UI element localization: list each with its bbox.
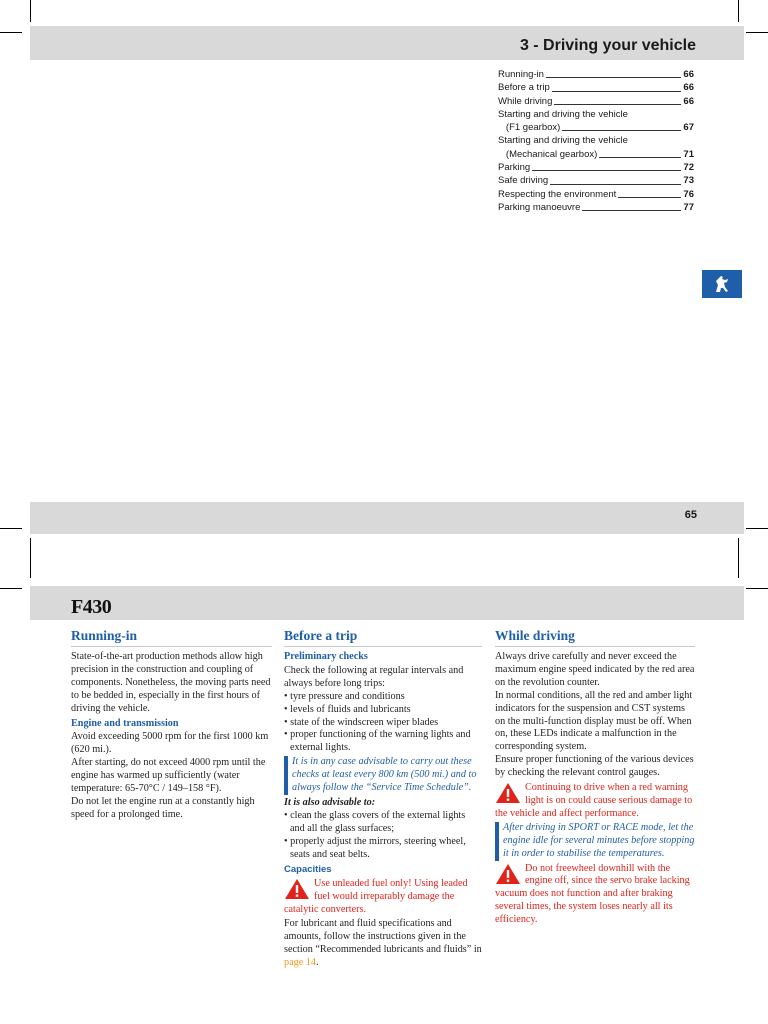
paragraph: Avoid exceeding 5000 rpm for the first 1000 km (620 mi.). <box>71 731 269 756</box>
paragraph: After starting, do not exceed 4000 rpm until the engine has warmed up sufficiently (water temperature: 65-70°C / 149–158 °F). <box>71 757 266 795</box>
toc-entry[interactable] <box>498 174 694 187</box>
section-title: Before a trip <box>284 628 482 647</box>
toc-page-number: 71 <box>683 148 694 160</box>
toc-entry[interactable] <box>498 188 694 201</box>
subsection-title: Capacities <box>284 863 332 875</box>
toc-leader-line <box>532 170 681 171</box>
running-in-section <box>71 628 272 822</box>
paragraph: Ensure proper functioning of the various devices by checking the relevant control gauges. <box>495 754 694 779</box>
toc-leader-line <box>554 104 681 105</box>
section-title: Running-in <box>71 628 272 647</box>
toc-entry[interactable] <box>498 81 694 94</box>
list-item: • tyre pressure and conditions <box>284 690 405 702</box>
toc-leader-line <box>546 77 681 78</box>
toc-leader-line <box>550 184 681 185</box>
paragraph: State-of-the-art production methods allow high precision in the construction and coupling of components. Nonetheless, the moving parts need to be bedded in, especially in the first hours of driving the vehicle. <box>71 651 271 714</box>
toc-entry[interactable] <box>498 134 694 161</box>
toc-entry-label: (F1 gearbox) <box>498 122 561 134</box>
crop-mark <box>0 32 22 33</box>
paragraph <box>284 918 482 970</box>
subsection-title: Preliminary checks <box>284 651 368 662</box>
toc-entry-label: While driving <box>498 95 553 107</box>
paragraph: Always drive carefully and never exceed the maximum engine speed indicated by the red area on the revolution counter. <box>495 651 695 688</box>
warning-text: Continuing to drive when a red warning light is on could cause serious damage to the vehicle and affect performance. <box>495 782 693 819</box>
toc-leader-line <box>618 197 681 198</box>
table-of-contents <box>498 68 694 214</box>
crop-mark <box>746 32 768 33</box>
list-item: • clean the glass covers of the external lights and all the glass surfaces; <box>284 809 466 834</box>
toc-page-number: 77 <box>683 201 694 213</box>
bottom-header-band <box>30 586 744 620</box>
page-number: 65 <box>684 509 697 521</box>
before-trip-section <box>284 628 482 970</box>
f430-logo: F430 <box>71 596 112 618</box>
toc-page-number: 66 <box>683 82 694 94</box>
list-item: • properly adjust the mirrors, steering wheel, seats and seat belts. <box>284 835 466 860</box>
toc-entry-label: Before a trip <box>498 82 550 94</box>
crop-mark <box>0 588 22 589</box>
toc-entry-label: Respecting the environment <box>498 188 617 200</box>
crop-mark <box>30 0 31 22</box>
paragraph-text: For lubricant and fluid specifications and amounts, follow the instructions given in the section “Recommended lubricants and fluids” in <box>284 918 482 955</box>
toc-entry[interactable] <box>498 161 694 174</box>
toc-entry[interactable] <box>498 95 694 108</box>
list-item: • levels of fluids and lubricants <box>284 703 411 715</box>
warning-triangle-icon <box>284 878 310 900</box>
toc-entry-label: Parking manoeuvre <box>498 201 581 213</box>
toc-leader-line <box>562 130 681 131</box>
paragraph: Do not let the engine run at a constantly high speed for a prolonged time. <box>71 795 255 820</box>
toc-leader-line <box>582 210 681 211</box>
toc-entry[interactable] <box>498 201 694 214</box>
toc-page-number: 73 <box>683 175 694 187</box>
crop-mark <box>0 528 22 529</box>
list-item: • proper functioning of the warning lights and external lights. <box>284 729 471 754</box>
brand-badge <box>702 270 742 298</box>
warning-block <box>495 782 695 821</box>
toc-entry-label: (Mechanical gearbox) <box>498 148 598 160</box>
warning-block <box>284 878 482 917</box>
toc-entry-label: Parking <box>498 162 531 174</box>
paragraph: In normal conditions, all the red and amber light indicators for the suspension and CST systems on the multi-function display must be off. When on, these LEDs indicate a malfunction in the corresponding system. <box>495 689 693 753</box>
crop-mark <box>738 538 739 578</box>
warning-text: Do not freewheel downhill with the engine off, since the servo brake lacking vacuum does not function and after braking several times, the system loses nearly all its efficiency. <box>495 862 690 926</box>
note-box: It is in any case advisable to carry out these checks at least every 800 km (500 mi.) and to always follow the “Service Time Schedule”. <box>284 756 482 795</box>
while-driving-section <box>495 628 695 928</box>
toc-leader-line <box>599 157 681 158</box>
note-box: After driving in SPORT or RACE mode, let the engine idle for several minutes before stopping it in order to stabilise the temperatures. <box>495 822 695 861</box>
toc-entry[interactable] <box>498 108 694 135</box>
footer-band <box>30 502 744 534</box>
crop-mark <box>738 0 739 22</box>
paragraph: Check the following at regular intervals and always before long trips: <box>284 664 464 689</box>
subsection-title: Engine and transmission <box>71 717 179 729</box>
toc-page-number: 66 <box>683 69 694 80</box>
crop-mark <box>746 528 768 529</box>
paragraph-end: . <box>315 956 319 968</box>
toc-entry-label: Running-in <box>498 69 544 80</box>
prancing-horse-icon <box>702 270 742 298</box>
warning-triangle-icon <box>495 782 521 804</box>
toc-entry-label: Safe driving <box>498 175 549 187</box>
toc-page-number: 67 <box>683 122 694 134</box>
list-item: • state of the windscreen wiper blades <box>284 716 439 728</box>
chapter-title: 3 - Driving your vehicle <box>519 37 696 54</box>
advice-heading: It is also advisable to: <box>284 796 376 808</box>
toc-page-number: 76 <box>683 188 694 200</box>
warning-block <box>495 863 695 928</box>
crop-mark <box>746 588 768 589</box>
toc-leader-line <box>552 91 682 92</box>
section-title: While driving <box>495 628 695 647</box>
toc-entry-label-line: Starting and driving the vehicle <box>498 135 628 147</box>
toc-entry[interactable] <box>498 68 694 81</box>
crop-mark <box>30 538 31 578</box>
page-link[interactable]: page 14 <box>284 956 316 968</box>
toc-page-number: 66 <box>683 95 694 107</box>
warning-triangle-icon <box>495 863 521 885</box>
warning-text: Use unleaded fuel only! Using leaded fuel would irreparably damage the catalytic converters. <box>284 878 468 916</box>
toc-entry-label-line: Starting and driving the vehicle <box>498 108 628 120</box>
toc-page-number: 72 <box>683 162 694 174</box>
